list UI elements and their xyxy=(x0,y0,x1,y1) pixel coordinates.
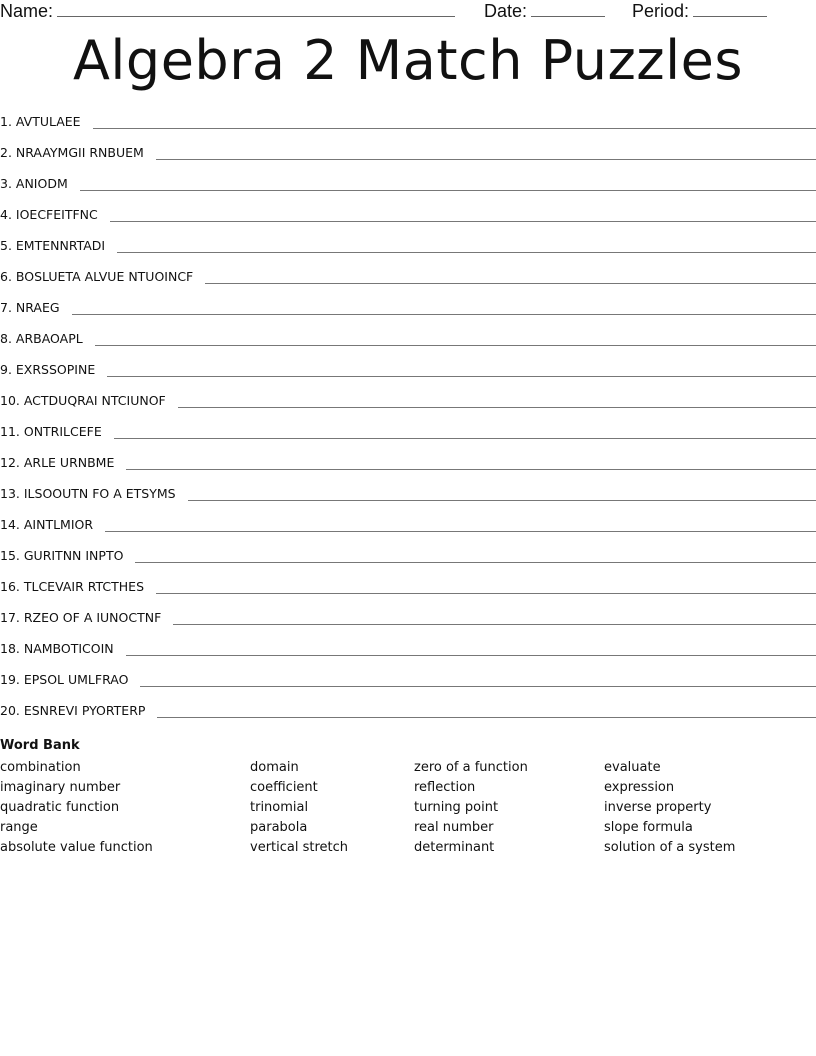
puzzle-list xyxy=(0,110,816,730)
puzzle-row xyxy=(0,296,816,327)
word-bank-term: expression xyxy=(604,780,675,795)
name-blank[interactable] xyxy=(57,0,455,17)
puzzle-row xyxy=(0,203,816,234)
answer-line[interactable] xyxy=(72,296,816,315)
puzzle-row xyxy=(0,637,816,668)
answer-line[interactable] xyxy=(126,451,816,470)
puzzle-row xyxy=(0,141,816,172)
word-bank-term: domain xyxy=(250,760,299,775)
answer-line[interactable] xyxy=(157,699,816,718)
name-field[interactable] xyxy=(0,0,455,22)
answer-line[interactable] xyxy=(156,575,816,594)
word-bank-term: determinant xyxy=(414,840,495,855)
puzzle-scrambled-word: 11. ONTRILCEFE xyxy=(0,424,102,439)
answer-line[interactable] xyxy=(93,110,816,129)
answer-line[interactable] xyxy=(135,544,816,563)
answer-line[interactable] xyxy=(80,172,816,191)
puzzle-row xyxy=(0,482,816,513)
period-label: Period: xyxy=(632,1,690,21)
word-bank-term: range xyxy=(0,820,38,835)
puzzle-scrambled-word: 2. NRAAYMGII RNBUEM xyxy=(0,145,144,160)
puzzle-scrambled-word: 12. ARLE URNBME xyxy=(0,455,115,470)
word-bank-column xyxy=(0,758,153,858)
word-bank-column xyxy=(414,758,528,858)
answer-line[interactable] xyxy=(140,668,816,687)
puzzle-scrambled-word: 18. NAMBOTICOIN xyxy=(0,641,114,656)
word-bank-title: Word Bank xyxy=(0,738,80,753)
puzzle-scrambled-word: 19. EPSOL UMLFRAO xyxy=(0,672,129,687)
puzzle-row xyxy=(0,234,816,265)
answer-line[interactable] xyxy=(105,513,816,532)
puzzle-scrambled-word: 20. ESNREVI PYORTERP xyxy=(0,703,146,718)
page-title: Algebra 2 Match Puzzles xyxy=(72,29,744,92)
puzzle-scrambled-word: 5. EMTENNRTADI xyxy=(0,238,106,253)
puzzle-scrambled-word: 16. TLCEVAIR RTCTHES xyxy=(0,579,145,594)
answer-line[interactable] xyxy=(188,482,816,501)
answer-line[interactable] xyxy=(126,637,816,656)
answer-line[interactable] xyxy=(117,234,816,253)
date-label: Date: xyxy=(484,1,528,21)
answer-line[interactable] xyxy=(173,606,816,625)
word-bank-column xyxy=(250,758,348,858)
puzzle-row xyxy=(0,358,816,389)
puzzle-scrambled-word: 14. AINTLMIOR xyxy=(0,517,94,532)
puzzle-row xyxy=(0,172,816,203)
date-field[interactable] xyxy=(484,0,605,22)
puzzle-scrambled-word: 17. RZEO OF A IUNOCTNF xyxy=(0,610,162,625)
word-bank-term: coefficient xyxy=(250,780,318,795)
answer-line[interactable] xyxy=(156,141,816,160)
word-bank-term: zero of a function xyxy=(414,760,528,775)
puzzle-row xyxy=(0,389,816,420)
word-bank-term: trinomial xyxy=(250,800,309,815)
name-label: Name: xyxy=(0,1,54,21)
answer-line[interactable] xyxy=(107,358,816,377)
puzzle-row xyxy=(0,327,816,358)
puzzle-scrambled-word: 8. ARBAOAPL xyxy=(0,331,83,346)
student-info-header xyxy=(0,0,816,24)
period-blank[interactable] xyxy=(693,0,767,17)
puzzle-scrambled-word: 9. EXRSSOPINE xyxy=(0,362,96,377)
puzzle-row xyxy=(0,110,816,141)
puzzle-row xyxy=(0,513,816,544)
date-blank[interactable] xyxy=(531,0,605,17)
puzzle-row xyxy=(0,544,816,575)
answer-line[interactable] xyxy=(178,389,816,408)
puzzle-scrambled-word: 1. AVTULAEE xyxy=(0,114,81,129)
word-bank-term: inverse property xyxy=(604,800,712,815)
word-bank-term: solution of a system xyxy=(604,840,736,855)
answer-line[interactable] xyxy=(114,420,816,439)
word-bank-term: reflection xyxy=(414,780,476,795)
puzzle-scrambled-word: 4. IOECFEITFNC xyxy=(0,207,98,222)
puzzle-row xyxy=(0,265,816,296)
word-bank-column xyxy=(604,758,735,858)
word-bank-term: absolute value function xyxy=(0,840,153,855)
puzzle-scrambled-word: 6. BOSLUETA ALVUE NTUOINCF xyxy=(0,269,194,284)
word-bank-term: parabola xyxy=(250,820,308,835)
word-bank-term: slope formula xyxy=(604,820,693,835)
answer-line[interactable] xyxy=(95,327,816,346)
answer-line[interactable] xyxy=(205,265,816,284)
answer-line[interactable] xyxy=(110,203,816,222)
puzzle-scrambled-word: 10. ACTDUQRAI NTCIUNOF xyxy=(0,393,166,408)
puzzle-row xyxy=(0,668,816,699)
puzzle-scrambled-word: 3. ANIODM xyxy=(0,176,68,191)
puzzle-scrambled-word: 15. GURITNN INPTO xyxy=(0,548,124,563)
puzzle-row xyxy=(0,699,816,730)
period-field[interactable] xyxy=(632,0,767,22)
word-bank-term: turning point xyxy=(414,800,499,815)
word-bank-term: vertical stretch xyxy=(250,840,349,855)
word-bank-term: imaginary number xyxy=(0,780,121,795)
word-bank-term: evaluate xyxy=(604,760,661,775)
word-bank xyxy=(0,758,816,868)
puzzle-scrambled-word: 13. ILSOOUTN FO A ETSYMS xyxy=(0,486,176,501)
puzzle-row xyxy=(0,420,816,451)
word-bank-term: quadratic function xyxy=(0,800,120,815)
puzzle-row xyxy=(0,575,816,606)
puzzle-row xyxy=(0,606,816,637)
puzzle-scrambled-word: 7. NRAEG xyxy=(0,300,60,315)
puzzle-row xyxy=(0,451,816,482)
word-bank-term: real number xyxy=(414,820,494,835)
word-bank-term: combination xyxy=(0,760,81,775)
